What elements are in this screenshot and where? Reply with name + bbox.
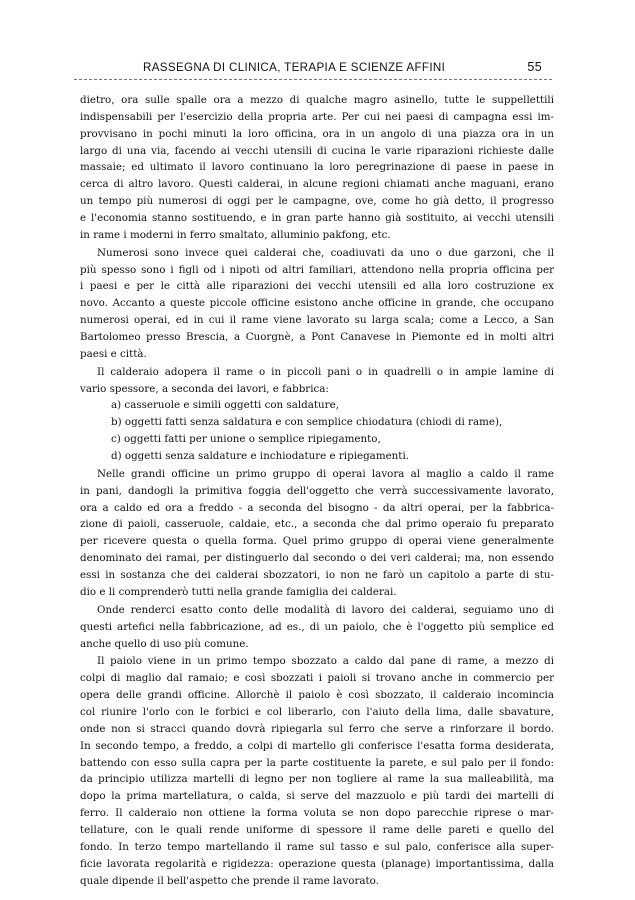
text-line: paesi e città.: [80, 347, 147, 360]
list-item: d) oggetti senza saldature e inchiodature e ripiegamenti.: [111, 450, 410, 463]
text-line: battendo con esso sulla capra per la parte costituente la parete, e sul palo per il fondo:: [80, 756, 554, 769]
text-line: da principio utilizza martelli di legno per non togliere al rame la sua malleabilità, ma: [80, 773, 554, 786]
page-number: 55: [527, 60, 542, 74]
list-item: c) oggetti fatti per unione o semplice ripiegamento,: [111, 433, 381, 446]
page-body: [80, 92, 554, 889]
text-line: fondo. In terzo tempo martellando il rame sul tasso e sul palo, conferisce alla super-: [80, 840, 554, 853]
header-rule: [74, 79, 552, 80]
paragraph-3: [80, 364, 554, 398]
text-line: denominato dei ramai, per distinguerlo dal secondo o dei veri calderai; ma, non essendo: [80, 552, 554, 565]
text-line: dietro, ora sulle spalle ora a mezzo di qualche magro asinello, tutte le suppellettili: [80, 94, 554, 106]
text-line: Il paiolo viene in un primo tempo sbozzato a caldo dal pane di rame, a mezzo di: [97, 655, 554, 668]
text-line: Bartolomeo presso Brescia, a Cuorgnè, a Pont Canavese in Piemonte ed in molti altri: [80, 331, 554, 344]
text-line: In secondo tempo, a freddo, a colpi di martello gli conferisce l'esatta forma desiderata,: [80, 739, 554, 752]
paragraph-1: [80, 92, 554, 244]
text-line: provvisano in pochi minuti la loro officina, ora in un angolo di una piazza ora in un: [80, 127, 554, 140]
text-line: anche quello di uso più comune.: [80, 637, 249, 650]
text-line: dio e li comprenderò tutti nella grande famiglia dei calderai.: [80, 585, 397, 598]
text-line: numerosi operai, ed in cui il rame viene lavorato su larga scala; come a Lecco, a San: [80, 314, 554, 327]
text-line: col riunire l'orlo con le forbici e col liberarlo, con l'aiuto della lima, dalle sbavature,: [80, 705, 554, 718]
text-line: tellature, con le quali rende uniforme di spessore il rame delle pareti e quello del: [80, 823, 554, 836]
running-header: [75, 58, 550, 76]
text-line: in rame i moderni in ferro smaltato, alluminio pakfong, etc.: [80, 228, 391, 241]
text-line: dopo la prima martellatura, o calda, si serve del mazzuolo e più tardi dei martelli di: [80, 790, 554, 803]
text-line: onde non si stracci quando dovrà ripiegarla sul ferro che serve a rinforzare il bordo.: [80, 722, 554, 735]
text-line: opera delle grandi officine. Allorchè il paiolo è così sbozzato, il calderaio incomincia: [80, 689, 554, 702]
text-line: i paesi e per le città alle riparazioni dei vecchi utensili ed alla loro costruzione ex: [80, 280, 554, 293]
text-line: ficie lavorata regolarità e rigidezza: operazione questa (planage) importantissima, dalla: [80, 857, 554, 870]
text-line: Nelle grandi officine un primo gruppo di operai lavora al maglio a caldo il rame: [97, 467, 554, 480]
text-line: essi in sostanza che dei calderai sbozzatori, io non ne farò un capitolo a parte di stu-: [80, 569, 554, 582]
text-line: ferro. Il calderaio non ottiene la forma voluta se non dopo parecchie riprese o mar-: [80, 807, 554, 820]
list-item: a) casseruole e simili oggetti con saldature,: [111, 399, 339, 412]
text-line: massaie; ed ultimato il lavoro continuano la loro peregrinazione di paese in paese in: [80, 161, 554, 174]
text-line: indispensabili per l'esercizio della propria arte. Per cui nei paesi di campagna essi im-: [80, 110, 554, 123]
running-title: RASSEGNA DI CLINICA, TERAPIA E SCIENZE AFFINI: [143, 61, 446, 74]
text-line: Il calderaio adopera il rame o in piccoli pani o in quadrelli o in ampie lamine di: [97, 365, 554, 378]
text-line: quale dipende il bell'aspetto che prende il rame lavorato.: [80, 874, 379, 887]
text-line: Numerosi sono invece quei calderai che, coadiuvati da uno o due garzoni, che il: [97, 246, 554, 259]
text-line: cerca di altro lavoro. Questi calderai, in alcune regioni chiamati anche maguani, erano: [80, 178, 554, 191]
paragraph-4: [80, 466, 554, 601]
text-line: colpi di maglio dal ramaio; e così sbozzati i paioli si trovano anche in commercio per: [80, 672, 554, 685]
paragraph-5: [80, 602, 554, 653]
text-line: vario spessore, a seconda dei lavori, e fabbrica:: [80, 382, 329, 395]
text-line: zione di paioli, casseruole, caldaie, etc., a seconda che dal primo operaio fu preparato: [80, 518, 554, 531]
list-item: b) oggetti fatti senza saldatura e con semplice chiodatura (chiodi di rame),: [111, 416, 503, 429]
text-line: per ricevere questa o quella forma. Quel primo gruppo di operai viene generalmente: [80, 535, 554, 548]
paragraph-6: [80, 653, 554, 889]
text-line: più spesso sono i figli od i nipoti od altri familiari, attendono nella propria officina per: [80, 263, 554, 276]
paragraph-2: [80, 245, 554, 363]
text-line: ora a caldo ed ora a freddo - a seconda del bisogno - da altri operai, per la fabbrica-: [80, 501, 554, 514]
text-line: Onde renderci esatto conto delle modalità di lavoro dei calderai, seguiamo uno di: [97, 603, 554, 616]
text-line: questi artefici nella fabbricazione, ad es., di un paiolo, che è l'oggetto più semplice ed: [80, 620, 554, 633]
text-line: novo. Accanto a queste piccole officine esistono anche officine in grande, che occupano: [80, 297, 554, 310]
text-line: un tempo più numerosi di oggi per le campagne, ove, come ho già detto, il progresso: [80, 195, 554, 208]
item-list: [80, 397, 554, 464]
text-line: e l'economia stanno sostituendo, e in gran parte hanno già sostituito, ai vecchi utensili: [80, 212, 554, 225]
text-line: in pani, dandogli la primitiva foggia dell'oggetto che verrà successivamente lavorato,: [80, 484, 554, 497]
text-line: largo di una via, facendo ai vecchi utensili di cucina le varie riparazioni richieste dalle: [80, 144, 554, 157]
